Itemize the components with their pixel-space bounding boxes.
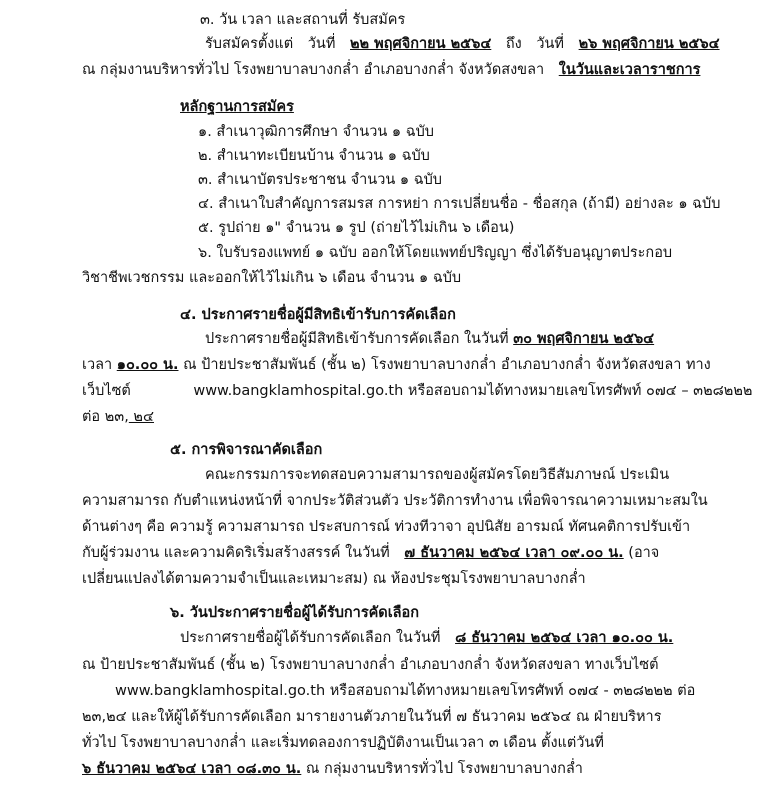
section-4-line-4 bbox=[82, 407, 154, 427]
website[interactable]: www.bangklamhospital.go.th bbox=[115, 683, 326, 699]
section-4-heading: ๔. ประกาศรายชื่อผู้มีสิทธิเข้ารับการคัดเลือก bbox=[180, 307, 456, 323]
section-6-line-1 bbox=[180, 628, 673, 648]
text: ณ กลุ่มงานบริหารทั่วไป โรงพยาบาลบางกล่ำ อำเภอบางกล่ำ จังหวัดสงขลา bbox=[82, 62, 545, 78]
section-5-line-2: ความสามารถ กับตำแหน่งหน้าที่ จากประวัติส่วนตัว ประวัติการทำงาน เพื่อพิจารณาความเหมาะสมใน bbox=[82, 493, 708, 509]
text: ณ กลุ่มงานบริหารทั่วไป โรงพยาบาลบางกล่ำ bbox=[301, 761, 583, 777]
section-6-heading: ๖. วันประกาศรายชื่อผู้ได้รับการคัดเลือก bbox=[170, 605, 420, 621]
section-5-heading: ๕. การพิจารณาคัดเลือก bbox=[170, 442, 323, 458]
document-item: ๓. สำเนาบัตรประชาชน จำนวน ๑ ฉบับ bbox=[198, 172, 442, 188]
text: หรือสอบถามได้ทางหมายเลขโทรศัพท์ ๐๗๔ – ๓๒๘๒๒๒ bbox=[403, 383, 753, 399]
announce-time: ๑๐.๐๐ น. bbox=[116, 357, 179, 373]
section-4-line-1 bbox=[205, 329, 654, 349]
interview-date: ๗ ธันวาคม ๒๕๖๔ เวลา ๐๙.๐๐ น. bbox=[404, 545, 624, 561]
text: ประกาศรายชื่อผู้ได้รับการคัดเลือก ในวันที่ bbox=[180, 630, 441, 646]
section-4-line-3 bbox=[82, 381, 752, 401]
text: ณ ป้ายประชาสัมพันธ์ (ชั้น ๒) โรงพยาบาลบางกล่ำ อำเภอบางกล่ำ จังหวัดสงขลา ทาง bbox=[178, 357, 711, 373]
document-item-continued: วิชาชีพเวชกรรม และออกให้ไว้ไม่เกิน ๖ เดือน จำนวน ๑ ฉบับ bbox=[82, 270, 462, 286]
section-4-line-2 bbox=[82, 355, 711, 375]
text: เว็บไซต์ bbox=[82, 383, 131, 399]
end-date: ๒๖ พฤศจิกายน ๒๕๖๔ bbox=[578, 36, 720, 52]
text: เวลา bbox=[82, 357, 113, 373]
extension: ๒๔ bbox=[128, 409, 154, 425]
document-item: ๕. รูปถ่าย ๑" จำนวน ๑ รูป (ถ่ายไว้ไม่เกิน ๖ เดือน) bbox=[198, 220, 515, 236]
section-5-line-5: เปลี่ยนแปลงได้ตามความจำเป็นและเหมาะสม) ณ ห้องประชุมโรงพยาบาลบางกล่ำ bbox=[82, 571, 586, 587]
text: ต่อ ๒๓, bbox=[82, 409, 129, 425]
text: หรือสอบถามได้ทางหมายเลขโทรศัพท์ ๐๗๔ - ๓๒๘๒๒๒ ต่อ bbox=[325, 683, 696, 699]
website[interactable]: www.bangklamhospital.go.th bbox=[193, 383, 404, 399]
section-3-place-line bbox=[82, 60, 700, 80]
section-6-line-6 bbox=[82, 759, 583, 779]
section-5-line-3: ด้านต่างๆ คือ ความรู้ ความสามารถ ประสบการณ์ ท่วงทีวาจา อุปนิสัย อารมณ์ ทัศนคติการปรับเข้า bbox=[82, 519, 691, 535]
section-5-line-1: คณะกรรมการจะทดสอบความสามารถของผู้สมัครโดยวิธีสัมภาษณ์ ประเมิน bbox=[205, 467, 670, 483]
document-item: ๔. สำเนาใบสำคัญการสมรส การหย่า การเปลี่ยนชื่อ - ชื่อสกุล (ถ้ามี) อย่างละ ๑ ฉบับ bbox=[198, 196, 721, 212]
office-hours: ในวันและเวลาราชการ bbox=[558, 62, 701, 78]
text: ถึง bbox=[505, 36, 522, 52]
document-item: ๒. สำเนาทะเบียนบ้าน จำนวน ๑ ฉบับ bbox=[198, 148, 430, 164]
section-6-line-5: ทั่วไป โรงพยาบาลบางกล่ำ และเริ่มทดลองการปฏิบัติงานเป็นเวลา ๓ เดือน ตั้งแต่วันที่ bbox=[82, 735, 604, 751]
start-date: ๒๒ พฤศจิกายน ๒๕๖๔ bbox=[350, 36, 492, 52]
text: ประกาศรายชื่อผู้มีสิทธิเข้ารับการคัดเลือก ในวันที่ bbox=[205, 331, 509, 347]
text: (อาจ bbox=[623, 545, 660, 561]
text: รับสมัครตั้งแต่ bbox=[205, 36, 294, 52]
documents-heading: หลักฐานการสมัคร bbox=[180, 99, 294, 115]
document-item: ๑. สำเนาวุฒิการศึกษา จำนวน ๑ ฉบับ bbox=[198, 124, 434, 140]
text: วันที่ bbox=[536, 36, 564, 52]
announce-date: ๓๐ พฤศจิกายน ๒๕๖๔ bbox=[513, 331, 655, 347]
section-5-line-4 bbox=[82, 543, 659, 563]
document-item: ๖. ใบรับรองแพทย์ ๑ ฉบับ ออกให้โดยแพทย์ปริญญา ซึ่งได้รับอนุญาตประกอบ bbox=[198, 245, 673, 261]
section-6-line-4: ๒๓,๒๔ และให้ผู้ได้รับการคัดเลือก มารายงานตัวภายในวันที่ ๗ ธันวาคม ๒๕๖๔ ณ ฝ่ายบริหาร bbox=[82, 709, 662, 725]
text: กับผู้ร่วมงาน และความคิดริเริ่มสร้างสรรค์ ในวันที่ bbox=[82, 545, 390, 561]
result-date: ๘ ธันวาคม ๒๕๖๔ เวลา ๑๐.๐๐ น. bbox=[455, 630, 674, 646]
section-6-line-2: ณ ป้ายประชาสัมพันธ์ (ชั้น ๒) โรงพยาบาลบางกล่ำ อำเภอบางกล่ำ จังหวัดสงขลา ทางเว็บไซต์ bbox=[82, 657, 659, 673]
section-3-heading: ๓. วัน เวลา และสถานที่ รับสมัคร bbox=[200, 12, 406, 28]
section-3-date-line bbox=[205, 34, 720, 54]
text: วันที่ bbox=[307, 36, 336, 52]
section-6-line-3 bbox=[115, 681, 695, 701]
start-work-date: ๖ ธันวาคม ๒๕๖๔ เวลา ๐๘.๓๐ น. bbox=[82, 761, 302, 777]
